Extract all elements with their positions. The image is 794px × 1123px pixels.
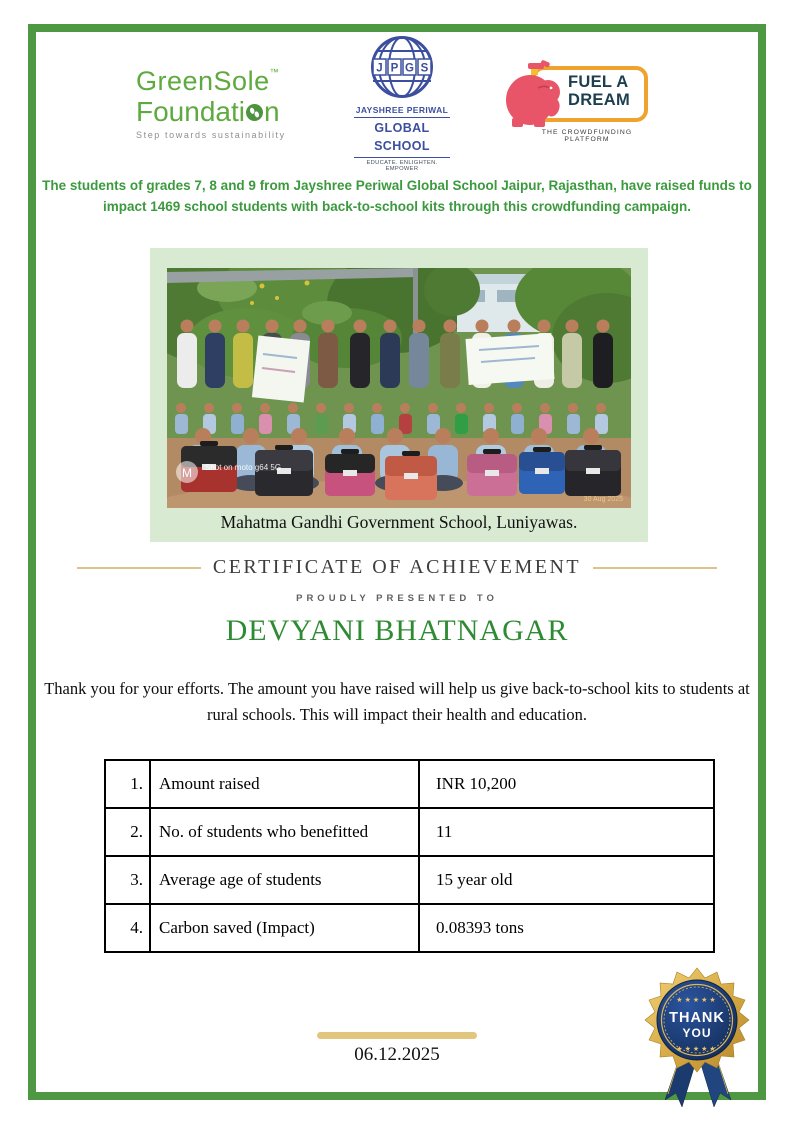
logos-row [0, 58, 794, 173]
greensole-foundation-logo [136, 68, 298, 140]
thank-you-message: Thank you for your efforts. The amount you have raised will help us give back-to-school kits to students at rural schools. This will impact their health and education. [44, 679, 750, 725]
table-row [105, 904, 714, 952]
title-divider-right [593, 567, 717, 569]
jpgs-letter-s: S [420, 62, 429, 75]
greensole-tagline: Step towards sustainability [136, 130, 286, 140]
row-value: 11 [419, 808, 714, 856]
row-number: 3. [105, 856, 150, 904]
row-label: Amount raised [150, 760, 419, 808]
row-label: Average age of students [150, 856, 419, 904]
fuel-a-dream-logo [506, 62, 658, 146]
row-value: 0.08393 tons [419, 904, 714, 952]
jpgs-school-name-line2: GLOBAL SCHOOL [354, 117, 450, 158]
photo-card [150, 248, 648, 542]
row-number: 1. [105, 760, 150, 808]
photo-caption: Mahatma Gandhi Government School, Luniyawas. [220, 512, 578, 532]
row-number: 4. [105, 904, 150, 952]
jpgs-letter-p: P [390, 62, 399, 75]
photo-watermark-left: Shot on moto g64 5G [205, 463, 282, 472]
thank-you-badge [642, 958, 754, 1108]
table-row [105, 856, 714, 904]
certificate-date: 06.12.2025 [354, 1044, 440, 1065]
row-label: Carbon saved (Impact) [150, 904, 419, 952]
row-value: INR 10,200 [419, 760, 714, 808]
badge-stars-top: ★★★★★ [676, 996, 718, 1004]
jpgs-school-logo [354, 35, 450, 173]
greensole-wordmark: GreenSole™ [136, 66, 280, 96]
fuel-a-dream-wordmark: FUEL A DREAM [568, 73, 630, 109]
recipient-name: DEVYANI BHATNAGAR [225, 614, 569, 647]
impact-table [104, 759, 715, 953]
moto-logo-watermark: M [182, 466, 192, 480]
jpgs-letter-j: J [376, 62, 383, 75]
row-label: No. of students who benefitted [150, 808, 419, 856]
fuel-a-dream-tagline: THE CROWDFUNDING PLATFORM [541, 129, 633, 143]
jpgs-motto: EDUCATE. ENLIGHTEN. EMPOWER [366, 159, 438, 173]
badge-text-you: YOU [682, 1026, 712, 1040]
jpgs-globe-icon [370, 35, 434, 99]
jpgs-school-name-line1: JAYSHREE PERIWAL [355, 105, 449, 116]
row-value: 15 year old [419, 856, 714, 904]
elephant-fuel-pump-icon [504, 60, 564, 128]
table-row [105, 760, 714, 808]
date-divider-bar [317, 1032, 477, 1039]
row-number: 2. [105, 808, 150, 856]
trademark-symbol: ™ [269, 67, 280, 77]
campaign-intro-text: The students of grades 7, 8 and 9 from Jayshree Periwal Global School Jaipur, Rajasthan, have raised funds to impact 1469 school students with back-to-school kits through this crowdfunding campaign. [42, 178, 752, 214]
presented-to-label: PROUDLY PRESENTED TO [296, 593, 498, 604]
badge-text-thank: THANK [669, 1010, 725, 1026]
title-divider-left [77, 567, 201, 569]
jpgs-letter-g: G [405, 62, 414, 75]
greensole-foundation-wordmark: Foundati n [136, 96, 280, 127]
certificate-title-row [0, 556, 794, 579]
badge-stars-bottom: ★★★★★ [676, 1045, 718, 1053]
school-group-photo [167, 268, 631, 508]
photo-watermark-right: 30 Aug 2025 [583, 496, 623, 503]
table-row [105, 808, 714, 856]
footprint-icon [246, 98, 263, 126]
certificate-title: CERTIFICATE OF ACHIEVEMENT [212, 556, 582, 578]
